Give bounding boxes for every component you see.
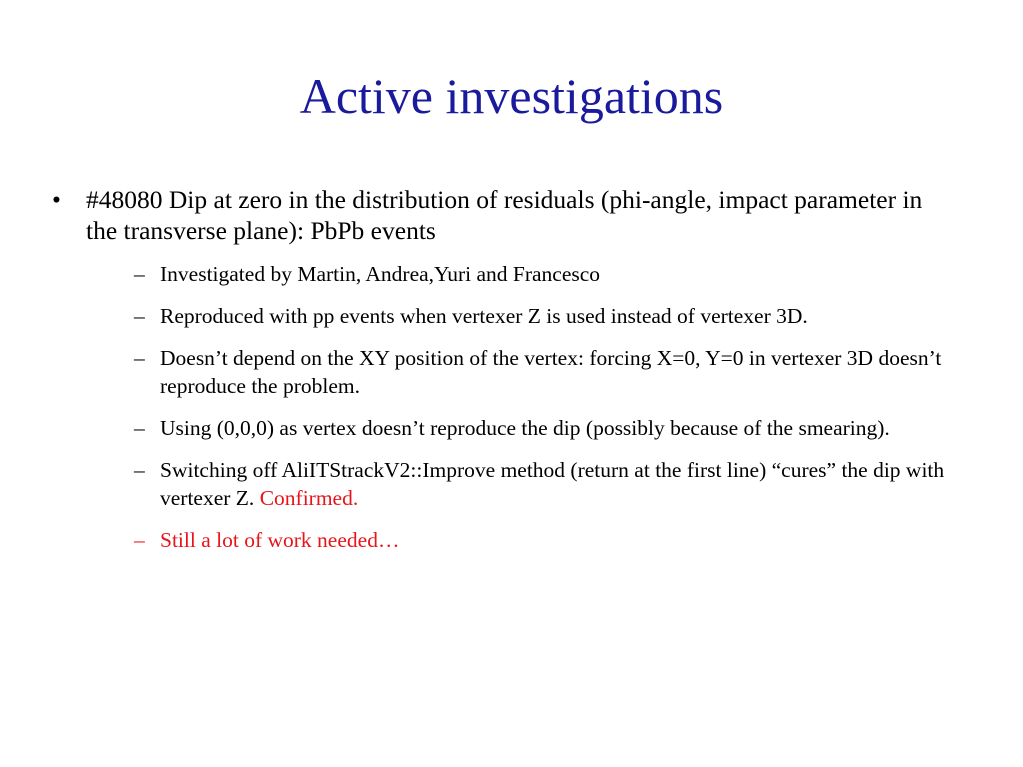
sub-item-work-needed bbox=[86, 526, 952, 554]
sub-item-xy-position bbox=[86, 344, 952, 400]
sub-item-text: Using (0,0,0) as vertex doesn’t reproduce the dip (possibly because of the smearing). bbox=[160, 416, 890, 440]
bullet-item bbox=[52, 184, 952, 554]
slide-title: Active investigations bbox=[299, 68, 724, 124]
bullet-text: #48080 Dip at zero in the distribution of residuals (phi-angle, impact parameter in the transverse plane): PbPb events bbox=[86, 185, 923, 245]
dash-icon: – bbox=[134, 416, 145, 440]
bullet-list bbox=[52, 184, 952, 568]
dash-icon: – bbox=[134, 346, 145, 370]
sub-item-text: Still a lot of work needed… bbox=[160, 528, 400, 552]
sub-list bbox=[86, 260, 952, 554]
sub-item-zero-vertex bbox=[86, 414, 952, 442]
sub-item-text: Doesn’t depend on the XY position of the vertex: forcing X=0, Y=0 in vertexer 3D doesn’t reproduce the problem. bbox=[160, 346, 942, 398]
sub-item-investigated bbox=[86, 260, 952, 288]
sub-item-text: Investigated by Martin, Andrea,Yuri and Francesco bbox=[160, 262, 601, 286]
sub-item-switching-off bbox=[86, 456, 952, 512]
sub-item-reproduced bbox=[86, 302, 952, 330]
confirmed-highlight: Confirmed. bbox=[259, 486, 359, 510]
dash-icon: – bbox=[134, 304, 145, 328]
dash-icon: – bbox=[134, 458, 145, 482]
dash-icon: – bbox=[134, 262, 145, 286]
sub-item-text: Switching off AliITStrackV2::Improve method (return at the first line) “cures” the dip with vertexer Z. bbox=[160, 458, 945, 510]
dash-icon: – bbox=[134, 528, 145, 552]
bullet-dot-icon: • bbox=[52, 185, 61, 214]
sub-item-text: Reproduced with pp events when vertexer Z is used instead of vertexer 3D. bbox=[160, 304, 808, 328]
